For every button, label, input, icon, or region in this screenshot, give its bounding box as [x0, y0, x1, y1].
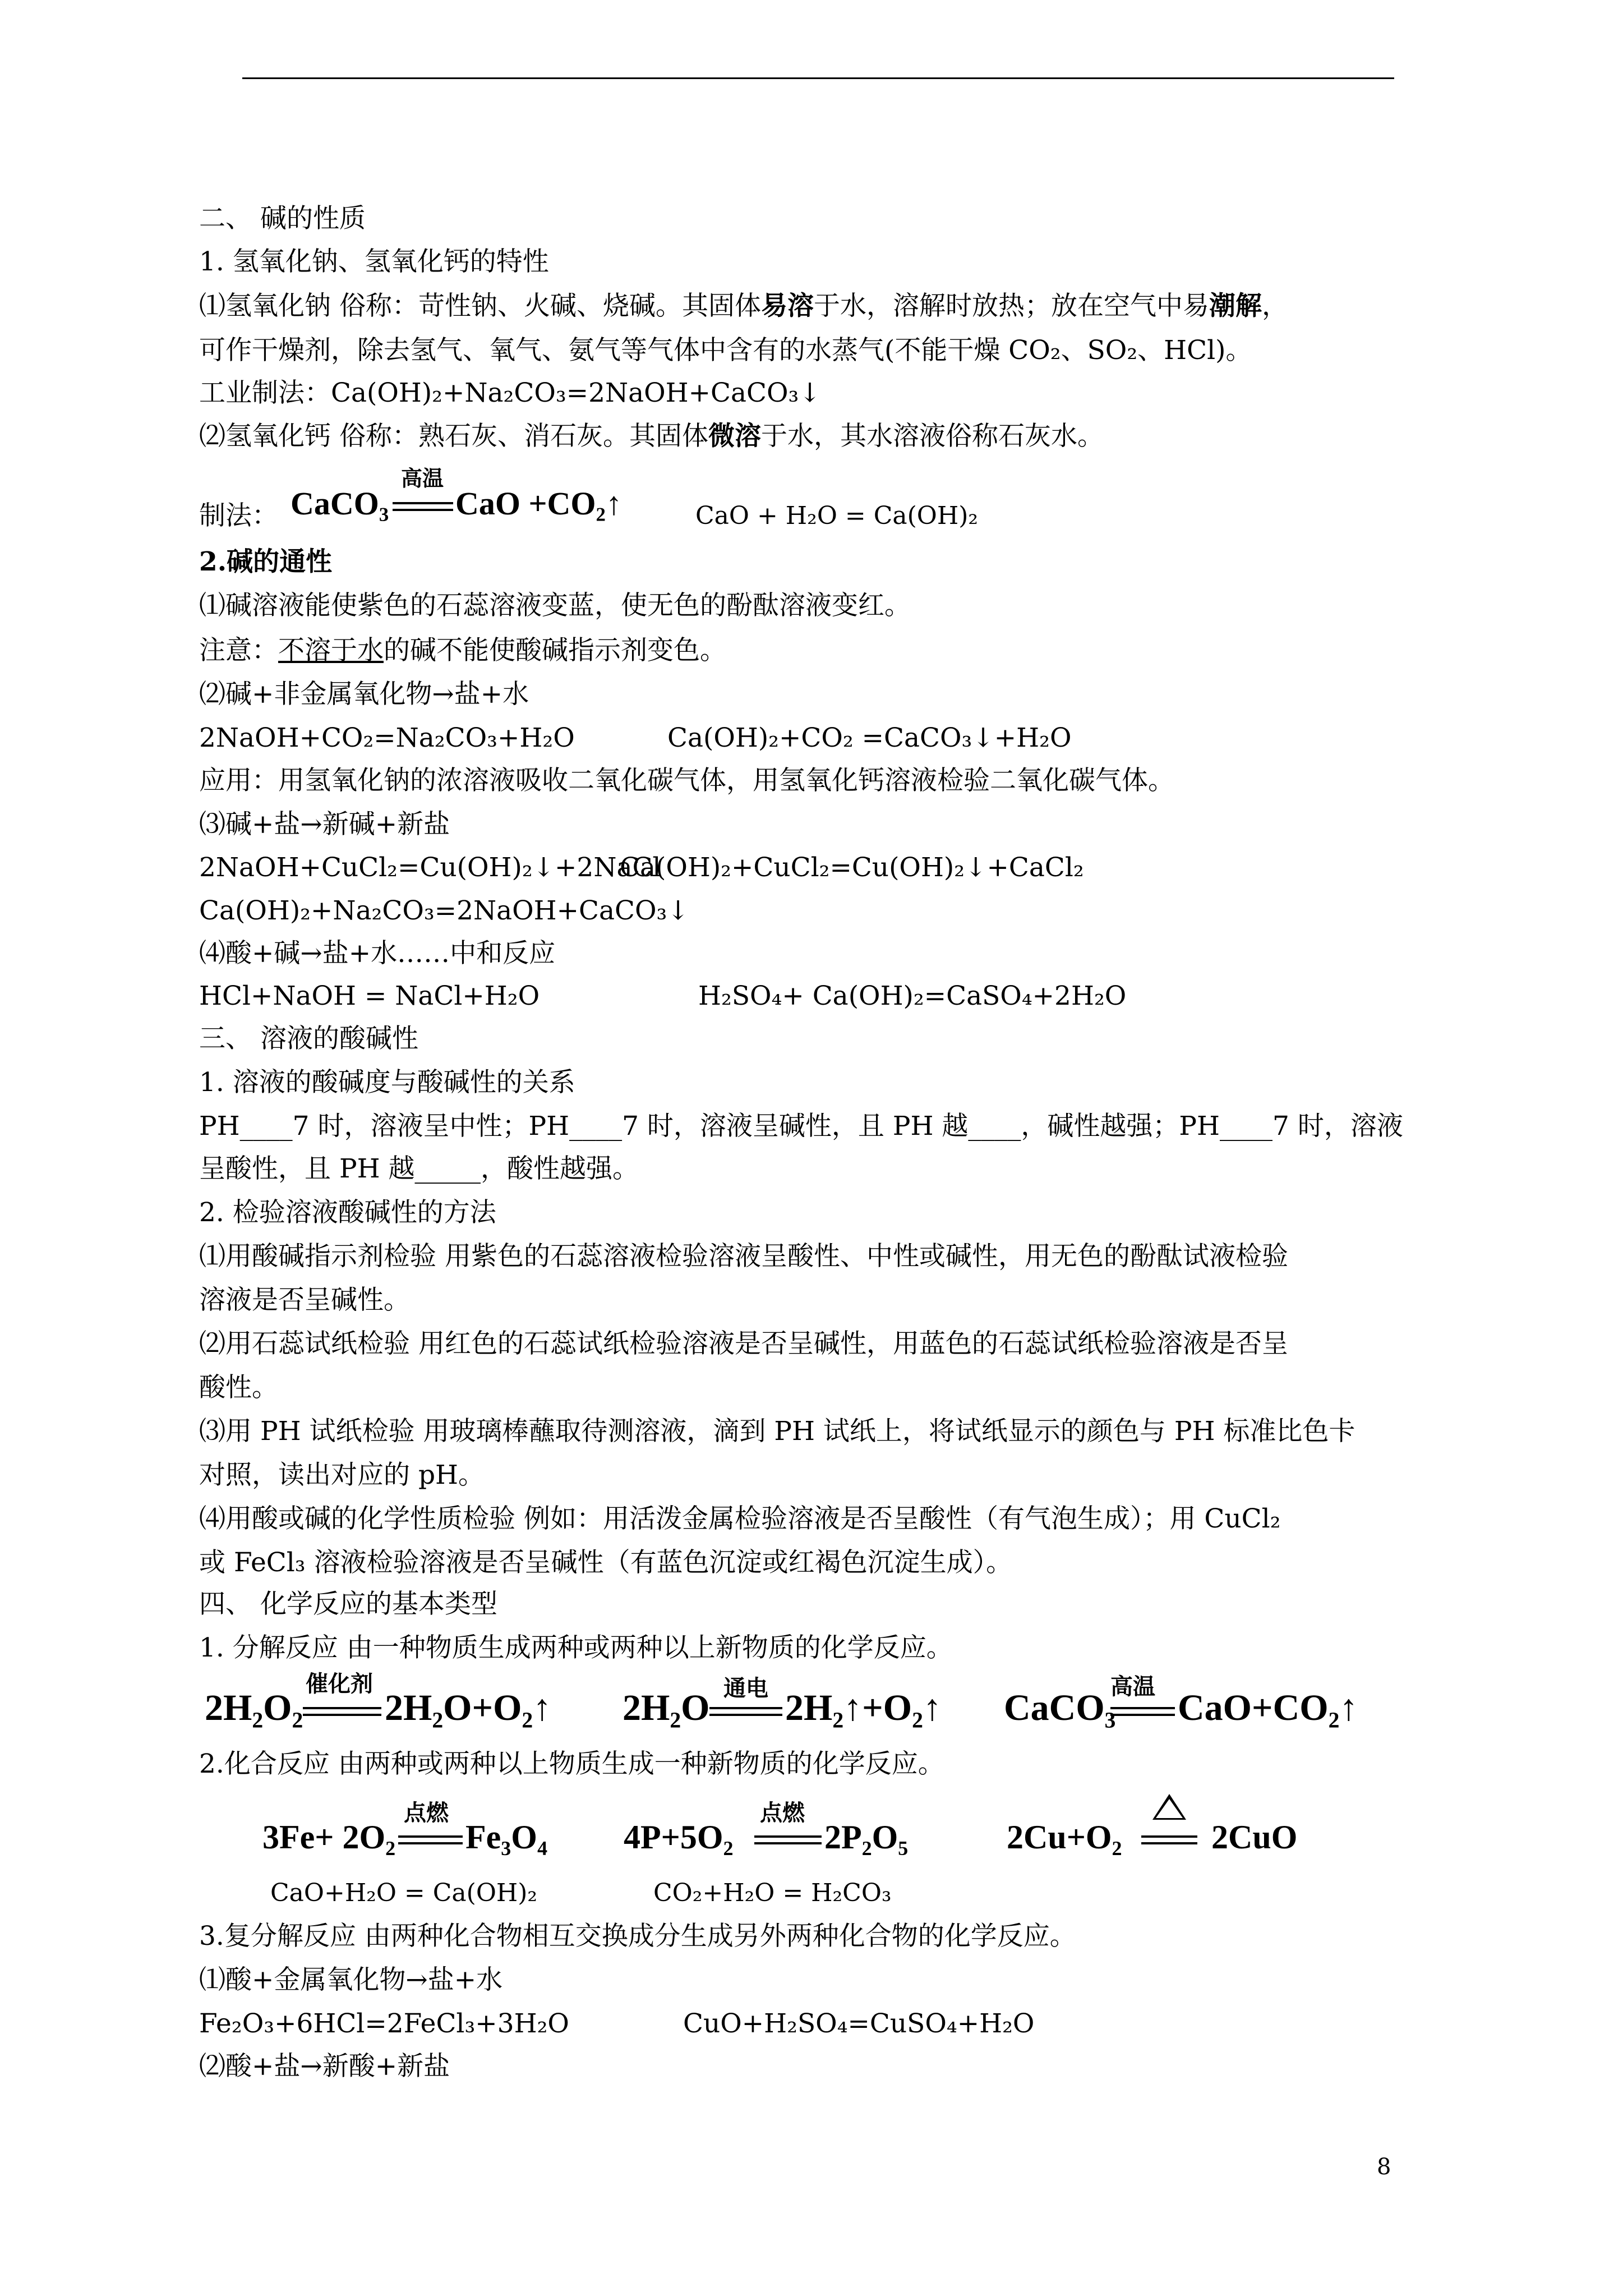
- equation-reactant: 2H₂O₂: [205, 1687, 303, 1728]
- paragraph-line: ⑷用酸或碱的化学性质检验 例如：用活泼金属检验溶液是否呈酸性（有气泡生成）；用 CuCl₂: [199, 1503, 1281, 1534]
- paragraph-line: ⑴碱溶液能使紫色的石蕊溶液变蓝，使无色的酚酞溶液变红。: [199, 590, 911, 621]
- paragraph-line: 对照，读出对应的 pH。: [199, 1460, 485, 1490]
- equation-product: CaO +CO₂↑: [455, 485, 622, 522]
- equation: Ca(OH)₂+Na₂CO₃=2NaOH+CaCO₃↓: [199, 895, 689, 926]
- paragraph-line: ⑴用酸碱指示剂检验 用紫色的石蕊溶液检验溶液呈酸性、中性或碱性，用无色的酚酞试液检验: [199, 1241, 1288, 1272]
- equation-product: 2CuO: [1211, 1819, 1298, 1856]
- equation-product: 2P₂O₅: [824, 1819, 909, 1856]
- section-heading: 二、 碱的性质: [199, 203, 366, 234]
- subsection-heading: 1. 氢氧化钠、氢氧化钙的特性: [199, 246, 549, 277]
- subsection-heading: 2. 检验溶液酸碱性的方法: [199, 1197, 496, 1228]
- equation: 2NaOH+CuCl₂=Cu(OH)₂↓+2NaCl: [199, 852, 661, 883]
- equation: Ca(OH)₂+CuCl₂=Cu(OH)₂↓+CaCl₂: [620, 852, 1084, 883]
- page-number: 8: [1377, 2154, 1391, 2180]
- paragraph-line: 工业制法：Ca(OH)₂+Na₂CO₃=2NaOH+CaCO₃↓: [199, 378, 821, 408]
- paragraph-line: ⑷酸+碱→盐+水……中和反应: [199, 938, 556, 969]
- equation: HCl+NaOH = NaCl+H₂O: [199, 981, 540, 1011]
- reaction-condition: 高温: [401, 466, 444, 491]
- equation: Ca(OH)₂+CO₂ =CaCO₃↓+H₂O: [667, 723, 1072, 753]
- equals-sign: [1110, 1707, 1175, 1716]
- heat-triangle-inner: [1156, 1799, 1183, 1818]
- subsection-heading: 3.复分解反应 由两种化合物相互交换成分生成另外两种化合物的化学反应。: [199, 1921, 1076, 1952]
- equation-reactant: CaCO₃: [1004, 1687, 1116, 1728]
- equation-product: Fe₃O₄: [465, 1819, 547, 1856]
- equation-reactant: 4P+5O₂: [624, 1819, 734, 1856]
- paragraph-line: 可作干燥剂，除去氢气、氧气、氨气等气体中含有的水蒸气(不能干燥 CO₂、SO₂、HCl)。: [199, 335, 1252, 366]
- paragraph-line: PH____7 时，溶液呈中性；PH____7 时，溶液呈碱性，且 PH 越____，碱性越强；PH____7 时，溶液: [199, 1111, 1403, 1142]
- subsection-heading: 2.碱的通性: [199, 546, 333, 577]
- equals-sign: [709, 1707, 782, 1716]
- paragraph-line: ⑶用 PH 试纸检验 用玻璃棒蘸取待测溶液，滴到 PH 试纸上，将试纸显示的颜色与 PH 标准比色卡: [199, 1416, 1355, 1447]
- equation: CaO + H₂O = Ca(OH)₂: [695, 501, 979, 530]
- reaction-condition: 点燃: [404, 1800, 449, 1826]
- paragraph-line: 应用：用氢氧化钠的浓溶液吸收二氧化碳气体，用氢氧化钙溶液检验二氧化碳气体。: [199, 765, 1174, 796]
- equation-reactant: CaCO₃: [291, 485, 389, 522]
- equation: CuO+H₂SO₄=CuSO₄+H₂O: [683, 2008, 1035, 2039]
- equals-sign: [303, 1707, 381, 1716]
- subsection-heading: 1. 溶液的酸碱度与酸碱性的关系: [199, 1067, 575, 1098]
- section-heading: 三、 溶液的酸碱性: [199, 1023, 418, 1054]
- equation-product: 2H₂O+O₂↑: [385, 1687, 552, 1728]
- equation-product: 2H₂↑+O₂↑: [785, 1687, 942, 1728]
- reaction-condition: 催化剂: [306, 1671, 373, 1697]
- paragraph-line: 酸性。: [199, 1372, 278, 1403]
- equals-sign: [393, 502, 453, 511]
- equation: CO₂+H₂O = H₂CO₃: [653, 1879, 892, 1907]
- equals-sign: [398, 1835, 463, 1844]
- reaction-condition: 高温: [1110, 1674, 1155, 1700]
- paragraph-line: ⑶碱+盐→新碱+新盐: [199, 809, 450, 840]
- equation-reactant: 2Cu+O₂: [1007, 1819, 1122, 1856]
- paragraph-line: ⑵氢氧化钙 俗称：熟石灰、消石灰。其固体微溶于水，其水溶液俗称石灰水。: [199, 421, 1104, 452]
- paragraph-line: ⑵酸+盐→新酸+新盐: [199, 2051, 450, 2082]
- equals-sign: [1141, 1835, 1197, 1844]
- equation: 2NaOH+CO₂=Na₂CO₃+H₂O: [199, 723, 575, 753]
- reaction-condition: 通电: [723, 1676, 768, 1701]
- note-line: 注意：不溶于水的碱不能使酸碱指示剂变色。: [199, 635, 726, 666]
- equals-sign: [754, 1835, 822, 1844]
- equation-product: CaO+CO₂↑: [1178, 1687, 1358, 1728]
- subsection-heading: 2.化合反应 由两种或两种以上物质生成一种新物质的化学反应。: [199, 1749, 944, 1779]
- equation-reactant: 3Fe+ 2O₂: [262, 1819, 396, 1856]
- equation: Fe₂O₃+6HCl=2FeCl₃+3H₂O: [199, 2008, 569, 2039]
- equation-reactant: 2H₂O: [623, 1687, 710, 1728]
- paragraph-line: ⑵用石蕊试纸检验 用红色的石蕊试纸检验溶液是否呈碱性，用蓝色的石蕊试纸检验溶液是否呈: [199, 1328, 1288, 1359]
- paragraph-line: ⑴酸+金属氧化物→盐+水: [199, 1964, 503, 1995]
- paragraph-line: 呈酸性，且 PH 越_____，酸性越强。: [199, 1153, 639, 1184]
- paragraph-line: 或 FeCl₃ 溶液检验溶液是否呈碱性（有蓝色沉淀或红褐色沉淀生成）。: [199, 1547, 1013, 1578]
- paragraph-line: 溶液是否呈碱性。: [199, 1285, 410, 1315]
- label: 制法：: [199, 500, 278, 531]
- section-heading: 四、 化学反应的基本类型: [199, 1589, 497, 1619]
- header-rule: [242, 77, 1394, 79]
- equation: H₂SO₄+ Ca(OH)₂=CaSO₄+2H₂O: [698, 981, 1127, 1011]
- equation: CaO+H₂O = Ca(OH)₂: [270, 1879, 538, 1907]
- reaction-condition: 点燃: [760, 1800, 805, 1826]
- paragraph-line: ⑴氢氧化钠 俗称：苛性钠、火碱、烧碱。其固体易溶于水，溶解时放热；放在空气中易潮解，: [199, 291, 1288, 321]
- subsection-heading: 1. 分解反应 由一种物质生成两种或两种以上新物质的化学反应。: [199, 1632, 953, 1663]
- paragraph-line: ⑵碱+非金属氧化物→盐+水: [199, 679, 529, 710]
